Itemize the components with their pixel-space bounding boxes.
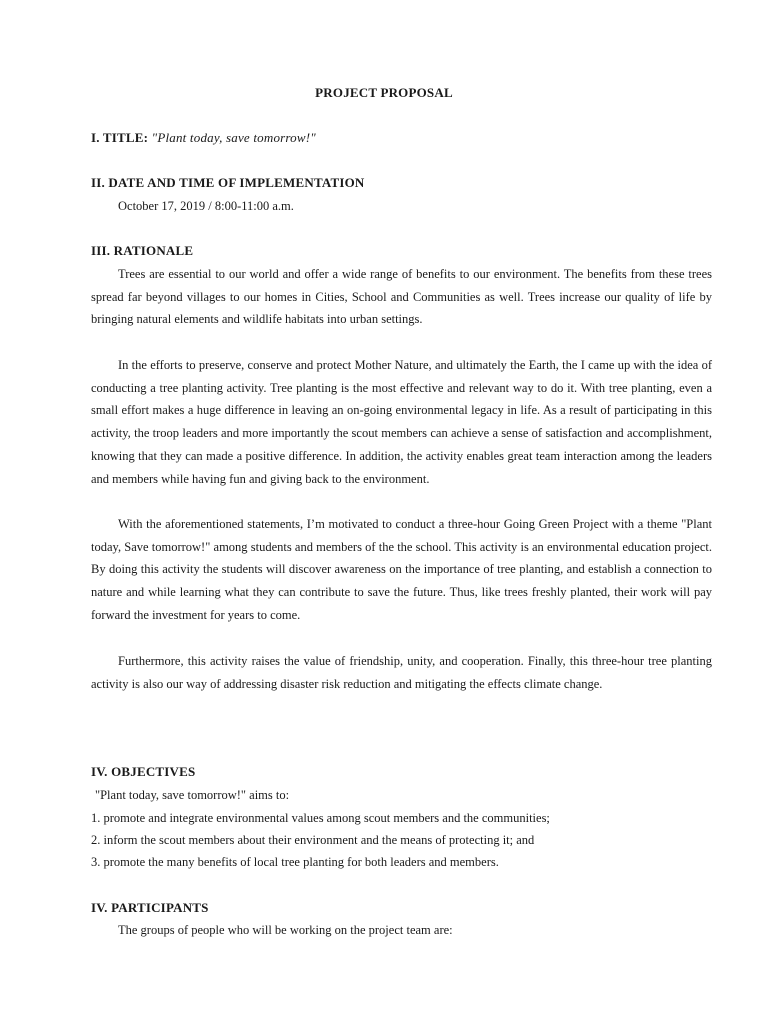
objectives-intro: "Plant today, save tomorrow!" aims to: <box>95 788 290 802</box>
objective-item-3: 3. promote the many benefits of local tree planting for both leaders and members. <box>91 855 499 869</box>
date-time-value: October 17, 2019 / 8:00-11:00 a.m. <box>118 199 294 213</box>
rationale-paragraph-4: Furthermore, this activity raises the value of friendship, unity, and cooperation. Finally, this three-hour tree planting activity is also our way of addressing disaster risk reduction and mitigating the effects climate change. <box>91 654 712 691</box>
section-rationale-heading: III. RATIONALE <box>91 243 194 258</box>
section-title-label: I. TITLE: <box>91 130 149 145</box>
section-date-heading: II. DATE AND TIME OF IMPLEMENTATION <box>91 175 365 190</box>
project-title-value: "Plant today, save tomorrow!" <box>151 130 316 145</box>
section-objectives-heading: IV. OBJECTIVES <box>91 764 196 779</box>
objective-item-1: 1. promote and integrate environmental values among scout members and the communities; <box>91 811 550 825</box>
rationale-paragraph-2: In the efforts to preserve, conserve and protect Mother Nature, and ultimately the Earth, the I came up with the idea of conducting a tree planting activity. Tree planting is the most effective and relevant way to do it. With tree planting, even a small effort makes a huge difference in leaving an on-going environmental legacy in life. As a result of participating in this activity, the troop leaders and more importantly the scout members can achieve a sense of satisfaction and accomplishment, knowing that they can made a positive difference. In addition, the activity enables great team interaction among the leaders and members while having fun and giving back to the environment. <box>91 358 712 486</box>
document-title: PROJECT PROPOSAL <box>315 85 453 100</box>
section-title-heading <box>91 130 316 146</box>
rationale-paragraph-1: Trees are essential to our world and offer a wide range of benefits to our environment. The benefits from these trees spread far beyond villages to our homes in Cities, School and Communities as well. Trees increase our quality of life by bringing natural elements and wildlife habitats into urban settings. <box>91 267 712 327</box>
participants-intro: The groups of people who will be working on the project team are: <box>118 923 453 937</box>
rationale-paragraph-3: With the aforementioned statements, I’m motivated to conduct a three-hour Going Green Project with a theme "Plant today, Save tomorrow!" among students and members of the the school. This activity is an environmental education project. By doing this activity the students will discover awareness on the importance of tree planting, and establish a connection to nature and while learning what they can contribute to save the future. Thus, like trees freshly planted, their work will pay forward the investment for years to come. <box>91 517 712 622</box>
section-participants-heading: IV. PARTICIPANTS <box>91 900 209 915</box>
objective-item-2: 2. inform the scout members about their environment and the means of protecting it; and <box>91 833 535 847</box>
